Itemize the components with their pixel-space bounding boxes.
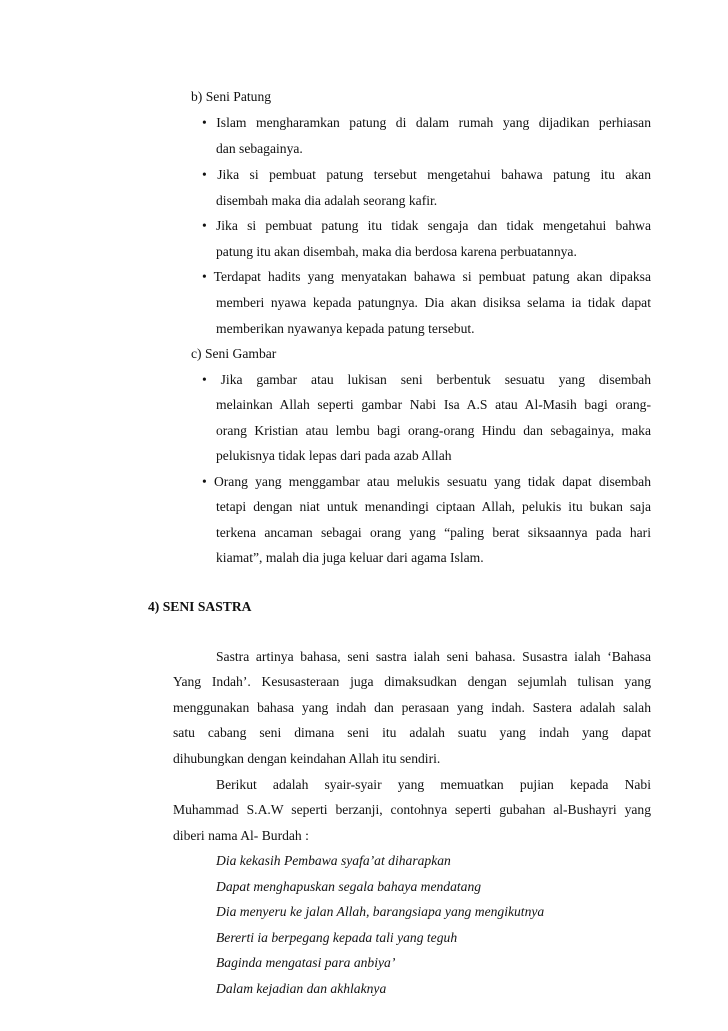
bullet-line: • Jika gambar atau lukisan seni berbentuk sesuatu yang disembah	[202, 372, 651, 387]
paragraph-line: Muhammad S.A.W seperti berzanji, contohnya seperti gubahan al-Bushayri yang	[173, 802, 651, 817]
bullet-line: • Jika si pembuat patung tersebut mengetahui bahawa patung itu akan	[202, 167, 651, 182]
poem-line: Baginda mengatasi para anbiya’	[216, 955, 396, 970]
bullet-line: tetapi dengan niat untuk menandingi ciptaan Allah, pelukis itu bukan saja	[216, 499, 651, 514]
poem-line: Dapat menghapuskan segala bahaya mendatang	[216, 879, 482, 894]
paragraph-line: Yang Indah’. Kesusasteraan juga dimaksudkan dengan sejumlah tulisan yang	[173, 674, 651, 689]
section-heading-seni-gambar: c) Seni Gambar	[191, 346, 277, 361]
bullet-line: • Terdapat hadits yang menyatakan bahawa si pembuat patung akan dipaksa	[202, 269, 651, 284]
poem-line: Dalam kejadian dan akhlaknya	[216, 981, 387, 996]
bullet-line: dan sebagainya.	[216, 141, 303, 156]
paragraph-line: satu cabang seni dimana seni itu adalah suatu yang indah yang dapat	[173, 725, 651, 740]
bullet-line: memberikan nyawanya kepada patung tersebut.	[216, 321, 475, 336]
bullet-line: disembah maka dia adalah seorang kafir.	[216, 193, 438, 208]
paragraph-line: Berikut adalah syair-syair yang memuatkan pujian kepada Nabi	[216, 777, 651, 792]
poem-line: Dia menyeru ke jalan Allah, barangsiapa yang mengikutnya	[216, 904, 545, 919]
poem-line: Bererti ia berpegang kepada tali yang teguh	[216, 930, 458, 945]
section-heading-seni-patung: b) Seni Patung	[191, 89, 272, 104]
bullet-line: • Islam mengharamkan patung di dalam rumah yang dijadikan perhiasan	[202, 115, 651, 130]
bullet-line: orang Kristian atau lembu bagi orang-orang Hindu dan sebagainya, maka	[216, 423, 651, 438]
bullet-line: terkena ancaman sebagai orang yang “paling berat siksaannya pada hari	[216, 525, 651, 540]
section-heading-seni-sastra: 4) SENI SASTRA	[148, 599, 252, 614]
paragraph-line: dihubungkan dengan keindahan Allah itu sendiri.	[173, 751, 441, 766]
poem-line: Dia kekasih Pembawa syafa’at diharapkan	[216, 853, 451, 868]
bullet-line: • Jika si pembuat patung itu tidak sengaja dan tidak mengetahui bahwa	[202, 218, 651, 233]
bullet-line: patung itu akan disembah, maka dia berdosa karena perbuatannya.	[216, 244, 577, 259]
paragraph-line: Sastra artinya bahasa, seni sastra ialah seni bahasa. Susastra ialah ‘Bahasa	[216, 649, 651, 664]
bullet-line: kiamat”, malah dia juga keluar dari agama Islam.	[216, 550, 484, 565]
bullet-line: memberi nyawa kepada patungnya. Dia akan disiksa selama ia tidak dapat	[216, 295, 651, 310]
bullet-line: melainkan Allah seperti gambar Nabi Isa A.S atau Al-Masih bagi orang-	[216, 397, 651, 412]
bullet-line: • Orang yang menggambar atau melukis sesuatu yang tidak dapat disembah	[202, 474, 651, 489]
paragraph-line: diberi nama Al- Burdah :	[173, 828, 309, 843]
bullet-line: pelukisnya tidak lepas dari pada azab Allah	[216, 448, 452, 463]
paragraph-line: menggunakan bahasa yang indah dan perasaan yang indah. Sastera adalah salah	[173, 700, 651, 715]
